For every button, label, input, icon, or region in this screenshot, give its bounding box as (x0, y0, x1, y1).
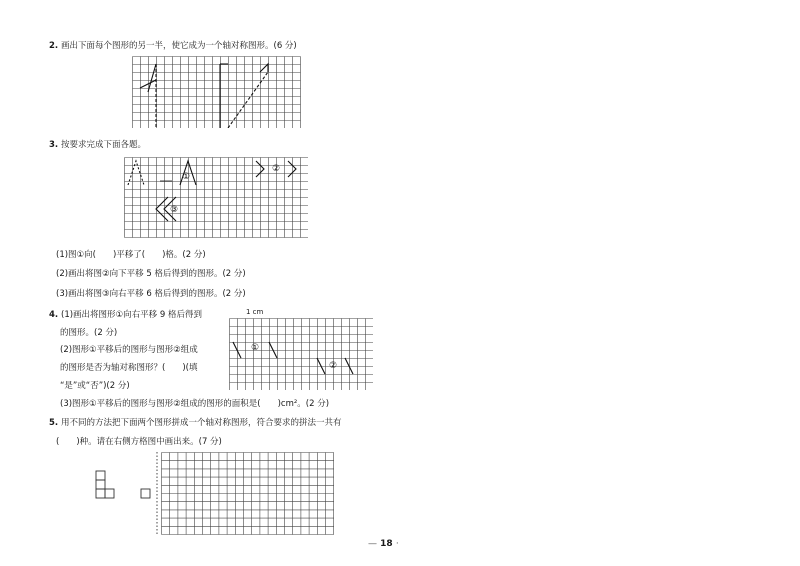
q3-prompt: 按要求完成下面各题。 (61, 140, 147, 150)
q4-line1: (1)画出将图形①向右平移 9 格后得到 (61, 310, 202, 320)
q3-mark-2: ② (272, 164, 281, 174)
q2-grid (132, 56, 304, 128)
q4-line1b: 的图形。(2 分) (60, 328, 118, 338)
q3-sub1: (1)图①向( )平移了( )格。(2 分) (56, 250, 206, 260)
q5-number: 5. (49, 418, 59, 428)
q4-shape1-left (233, 342, 241, 358)
q4-line2: (2)图形①平移后的图形与图形②组成 (60, 345, 198, 355)
q2-figure3-corner (260, 64, 268, 72)
q4-unit-label: 1 cm (246, 308, 264, 316)
q4-shape1-right (269, 342, 277, 358)
q4-number: 4. (49, 310, 59, 320)
q3-shape2-left (256, 161, 264, 177)
q3-sub3: (3)画出将图③向右平移 6 格后得到的图形。(2 分) (56, 289, 246, 299)
q2-prompt: 画出下面每个图形的另一半，使它成为一个轴对称图形。(6 分) (61, 41, 297, 51)
q5-grid (161, 452, 335, 536)
q3-mark-3: ③ (170, 205, 179, 215)
page-number-value: 18 (380, 539, 393, 549)
q3-grid (124, 157, 308, 241)
q4-shape2-left (317, 358, 325, 374)
q4-line5: (3)图形①平移后的图形与图形②组成的图形的面积是( )cm²。(2 分) (60, 399, 330, 409)
q4-line3: 的图形是否为轴对称图形？( )(填 (60, 363, 198, 373)
q3-shape2-right (288, 161, 296, 177)
q3-mark-1: ① (182, 172, 191, 182)
page-number: — 18 · (368, 539, 399, 549)
q2-number: 2. (49, 41, 59, 51)
q4-shape2-right (345, 358, 353, 374)
q3-shape3-outer (156, 197, 168, 221)
q5-line2: ( )种。请在右侧方格图中画出来。(7 分) (56, 437, 222, 447)
q3-sub2: (2)画出将图②向下平移 5 格后得到的图形。(2 分) (56, 269, 246, 279)
q4-line4: “是”或“否”)(2 分) (60, 381, 130, 391)
q2-figure1-mid (140, 80, 156, 88)
q4-mark-1: ① (251, 343, 260, 353)
q5-line1: 用不同的方法把下面两个图形拼成一个轴对称图形，符合要求的拼法一共有 (61, 418, 342, 428)
q2-figure1-left (148, 64, 156, 92)
q4-mark-2: ② (329, 361, 338, 371)
q4-grid (229, 318, 373, 390)
q3-number: 3. (49, 140, 59, 150)
